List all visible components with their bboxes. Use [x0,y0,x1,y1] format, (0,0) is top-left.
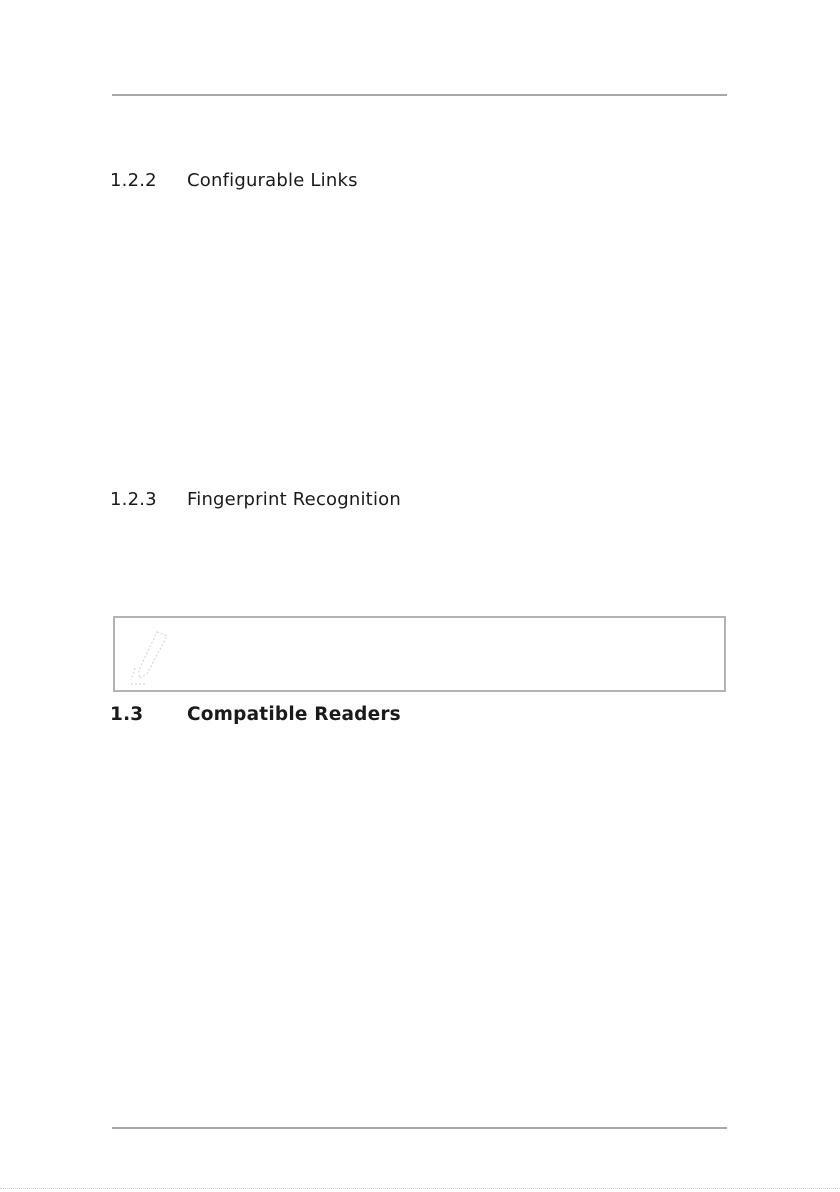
section-number: 1.2.2 [110,170,157,191]
section-title: Fingerprint Recognition [187,489,401,510]
section-heading-1-2-2 [110,170,358,191]
section-heading-1-3 [110,704,401,725]
section-title: Configurable Links [187,170,358,191]
section-number: 1.3 [110,704,144,725]
header-rule [112,94,727,96]
section-title: Compatible Readers [187,704,401,725]
footer-rule [112,1127,727,1129]
section-heading-1-2-3 [110,489,401,510]
page-edge-line [0,1188,840,1189]
note-pencil-icon [127,628,171,686]
note-box [113,616,726,692]
section-number: 1.2.3 [110,489,157,510]
